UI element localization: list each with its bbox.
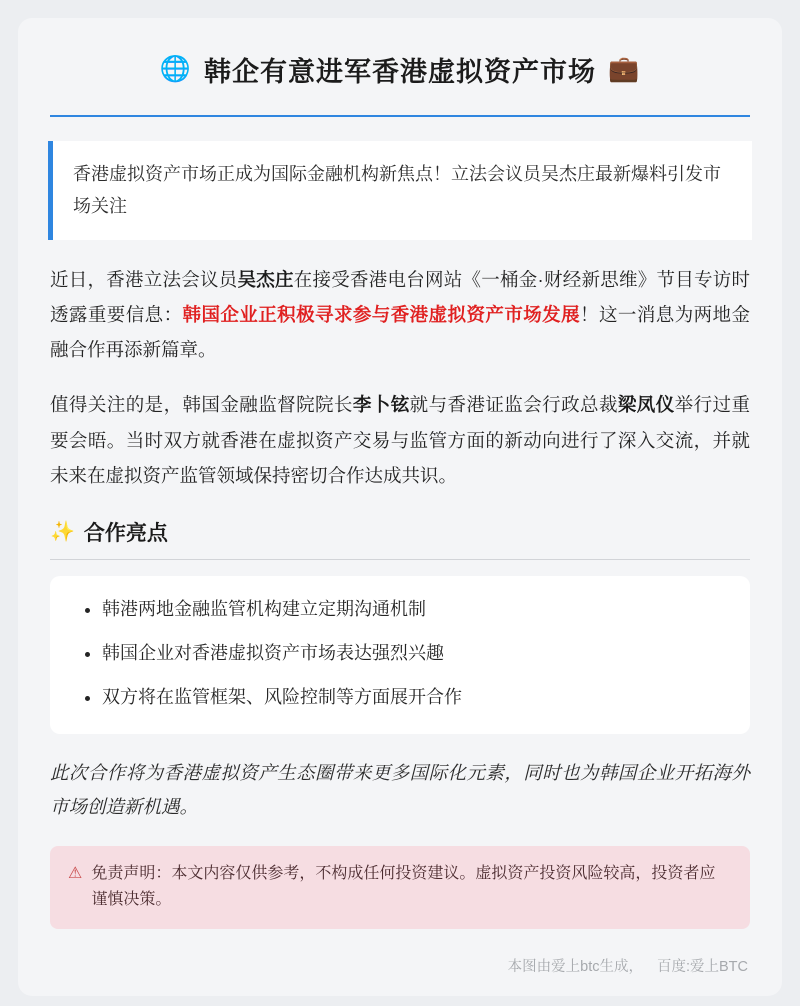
footer-left-text: 本图由爱上btc生成， xyxy=(507,958,643,975)
highlights-list xyxy=(76,596,724,712)
section-heading-highlights xyxy=(50,517,750,547)
page-title-text: 韩企有意进军香港虚拟资产市场 xyxy=(204,57,596,87)
list-item: • 韩港两地金融监管机构建立定期沟通机制 xyxy=(102,596,724,624)
footer-right-text: 百度:爱上BTC xyxy=(656,958,748,975)
title-divider xyxy=(50,115,750,117)
paragraph-2 xyxy=(50,387,750,492)
sparkle-icon: ✨ xyxy=(50,521,75,544)
p2-text-1: 值得关注的是，韩国金融监督院院长 xyxy=(50,394,353,416)
p2-text-2: 就与香港证监会行政总裁 xyxy=(409,394,618,416)
disclaimer-text: 免责声明：本文内容仅供参考，不构成任何投资建议。虚拟资产投资风险较高，投资者应谨慎决策。 xyxy=(91,864,716,909)
p1-name-wujiezhuang: 吴杰庄 xyxy=(237,269,294,290)
disclaimer-banner xyxy=(50,846,750,929)
p1-text-3: ！这一消息为两地金融合作再添新篇章。 xyxy=(50,304,750,361)
p1-highlight: 韩国企业正积极寻求参与香港虚拟资产市场发展 xyxy=(182,304,581,326)
p1-text-2: 在接受香港电台网站《一桶金·财经新思维》节目专访时透露重要信息： xyxy=(50,269,750,326)
list-item: • 韩国企业对香港虚拟资产市场表达强烈兴趣 xyxy=(102,640,724,668)
section-heading-text: 合作亮点 xyxy=(83,521,168,545)
list-item: • 双方将在监管框架、风险控制等方面展开合作 xyxy=(102,684,724,712)
lead-callout: 香港虚拟资产市场正成为国际金融机构新焦点！立法会议员吴杰庄最新爆料引发市场关注 xyxy=(48,141,752,240)
briefcase-icon: 💼 xyxy=(608,55,641,83)
footer-credit xyxy=(48,929,752,978)
page-title xyxy=(48,44,752,89)
highlights-box xyxy=(50,576,750,734)
p1-text-1: 近日，香港立法会议员 xyxy=(50,269,238,290)
p2-name-liangfengyi: 梁凤仪 xyxy=(617,394,675,416)
globe-icon: 🌐 xyxy=(159,55,192,83)
paragraph-1 xyxy=(50,262,750,367)
p2-text-3: 举行过重要会晤。当时双方就香港在虚拟资产交易与监管方面的新动向进行了深入交流，并就未来在虚拟资产监管领域保持密切合作达成共识。 xyxy=(50,394,750,486)
closing-paragraph: 此次合作将为香港虚拟资产生态圈带来更多国际化元素，同时也为韩国企业开拓海外市场创造新机遇。 xyxy=(50,761,750,817)
section-divider xyxy=(50,559,750,560)
warning-icon: ⚠ xyxy=(68,864,83,882)
article-card xyxy=(18,18,782,996)
p2-name-libuxuan: 李卜铉 xyxy=(352,394,410,416)
